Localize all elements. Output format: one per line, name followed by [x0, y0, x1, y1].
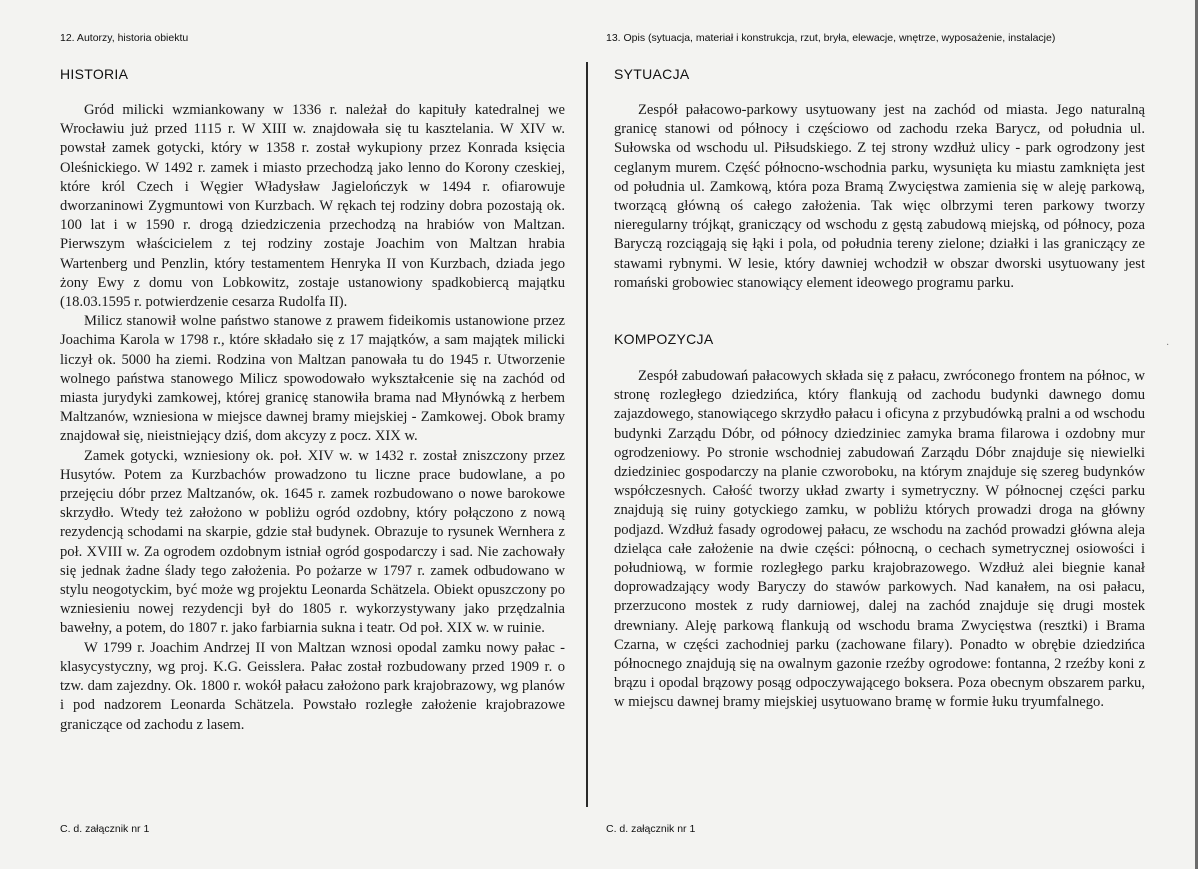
historia-paragraph-3: Zamek gotycki, wzniesiony ok. poł. XIV w. w 1432 r. został zniszczony przez Husytów. Potem za Kurzbachów prowadzono tu liczne prace budowlane, a po przejęciu dóbr przez Maltzanów, ok. 1645 r. zamek rozbudowano o nowe barokowe skrzydło. Wtedy też założono w pobliżu ogród ozdobny, który połączono z nową rezydencją schodami na skarpie, gdzie stał budynek. Obrazuje to rysunek Wernhera z poł. XVIII w. Za ogrodem ozdobnym istniał ogród gospodarczy i sad. Nie zachowały się jednak żadne ślady tego założenia. Po pożarze w 1797 r. zamek odbudowano w stylu neogotyckim, być może wg projektu Leonarda Schätzela. Obiekt opuszczony po wzniesieniu nowej rezydencji był do 1805 r. wykorzystywany jako przędzalnia bawełny, a potem, do 1807 r. jako farbiarnia sukna i teatr. Od poł. XIX w. w ruinie.: [60, 447, 565, 637]
kompozycja-text: [614, 367, 1145, 713]
left-page-footer: C. d. załącznik nr 1: [60, 823, 150, 835]
historia-paragraph-1: Gród milicki wzmiankowany w 1336 r. należał do kapituły katedralnej we Wrocławiu już przed 1115 r. W XIII w. znajdowała się tu kasztelania. W XIV w. powstał zamek gotycki, który w 1358 r. został wykupiony przez Konrada księcia Oleśnickiego. W 1492 r. zamek i miasto przechodzą jako lenno do Korony czeskiej, które król Czech i Węgier Władysław Jagielończyk w 1494 r. ofiarowuje dworzaninowi Zygmuntowi von Kurzbach. W rękach tej rodziny dobra pozostają ok. 100 lat i w 1590 r. drogą dziedziczenia przechodzą na hrabiów von Maltzan. Pierwszym właścicielem z tej rodziny zostaje Joachim von Maltzan hrabia Wartenberg und Penzlin, który testamentem Henryka II von Kurzbach, dziada jego żony Ewy z domu von Lobkowitz, zostaje ustanowiony spadkobiercą majątku (18.03.1595 r. potwierdzenie cesarza Rudolfa II).: [60, 102, 565, 311]
historia-paragraph-4: W 1799 r. Joachim Andrzej II von Maltzan wznosi opodal zamku nowy pałac - klasycystyczny, wg proj. K.G. Geisslera. Pałac został rozbudowany przed 1909 r. o tzw. dam zajezdny. Ok. 1800 r. wokół pałacu założono park krajobrazowy, wg planów i pod nadzorem Leonarda Schätzela. Powstało rozległe założenie krajobrazowe graniczące od zachodu z lasem.: [60, 639, 565, 733]
right-page-header: 13. Opis (sytuacja, materiał i konstrukcja, rzut, bryła, elewacje, wnętrze, wyposażenie, instalacje): [606, 32, 1056, 44]
right-page-footer: C. d. załącznik nr 1: [606, 823, 696, 835]
right-page: [592, 0, 1198, 869]
sytuacja-heading: SYTUACJA: [614, 66, 690, 82]
historia-heading: HISTORIA: [60, 66, 129, 82]
historia-text: [60, 101, 565, 735]
sytuacja-paragraph: Zespół pałacowo-parkowy usytuowany jest na zachód od miasta. Jego naturalną granicę stanowi od północy i częściowo od zachodu rzeka Barycz, od południa ul. Sułowska od wschodu ul. Piłsudskiego. Z tej strony wzdłuż ulicy - park ogrodzony jest ceglanym murem. Część północno-wschodnia parku, wysunięta ku miastu zamknięta jest od południa ul. Zamkową, która poza Bramą Zwycięstwa zamienia się w aleję parkową, tworzącą główną oś całego założenia. Tak więc olbrzymi teren parkowy tworzy nieregularny trójkąt, graniczący od wschodu z gęstą zabudową miejską, od północy, poza Baryczą rozciągają się łąki i pola, od południa tereny zielone; działki i las graniczący ze stawami rybnymi. W lesie, który dawniej wchodził w obszar dworski usytuowany jest romański grobowiec stanowiący element ideowego programu parku.: [614, 102, 1145, 291]
historia-paragraph-2: Milicz stanowił wolne państwo stanowe z prawem fideikomis ustanowione przez Joachima Karola w 1798 r., które składało się z 17 majątków, a sam majątek milicki liczył ok. 5000 ha ziemi. Rodzina von Maltzan panowała tu do 1945 r. Utworzenie wolnego państwa stanowego Milicz spowodowało wykształcenie się na zachód od miasta jurydyki zamkowej, której granicę stanowiła brama nad Młynówką z herbem Maltzanów, wzniesiona w miejsce dawnej bramy miejskiej - Zamkowej. Obok bramy znajdował się, nieistniejący dziś, dom akcyzy z pocz. XIX w.: [60, 313, 565, 445]
left-page-header: 12. Autorzy, historia obiektu: [60, 32, 189, 44]
left-page: [0, 0, 590, 869]
column-divider: [586, 62, 588, 807]
sytuacja-text: [614, 101, 1145, 293]
scan-speck: ·: [1166, 340, 1170, 351]
kompozycja-heading: KOMPOZYCJA: [614, 331, 714, 347]
kompozycja-paragraph: Zespół zabudowań pałacowych składa się z pałacu, zwróconego frontem na północ, w stronę rozległego dziedzińca, który flankują od zachodu budynki dawnego domu zajazdowego, stanowiącego skrzydło pałacu i oficyna z przybudówką pralni a od wschodu budynki Zarządu Dóbr, od północy dziedziniec zamyka brama filarowa i ozdobny mur ogrodzeniowy. Po stronie wschodniej zabudowań Zarządu Dóbr znajduje się niewielki dziedziniec gospodarczy na planie czworoboku, na którym znajduje się szereg budynków współczesnych. Całość tworzy układ zwarty i symetryczny. W północnej części parku znajdują się ruiny gotyckiego zamku, w pobliżu których prowadzi droga na główny podjazd. Wzdłuż fasady ogrodowej pałacu, ze wschodu na zachód prowadzi główna aleja dzieląca całe założenie na dwie części: północną, o cechach symetrycznej osiowości i południową, w formie rozległego parku krajobrazowego. Wzdłuż alei biegnie kanał doprowadzający wody Baryczy do stawów parkowych. Nad kanałem, na osi pałacu, przerzucono mostek z rudy darniowej, dalej na zachód znajduje się drugi mostek drewniany. Aleję parkową flankują od wschodu brama Zwycięstwa (resztki) i Brama Czarna, w części zachodniej parku (zachowane filary). Ponadto w obrębie dziedzińca północnego znajdują się na owalnym gazonie rzeźby ogrodowe: fontanna, 2 rzeźby koni z brązu i opodal brązowy posąg odpoczywającego boksera. Poza obecnym obszarem parku, w miejscu dawnej bramy miejskiej usytuowano bramę w formie łuku tryumfalnego.: [614, 368, 1145, 711]
